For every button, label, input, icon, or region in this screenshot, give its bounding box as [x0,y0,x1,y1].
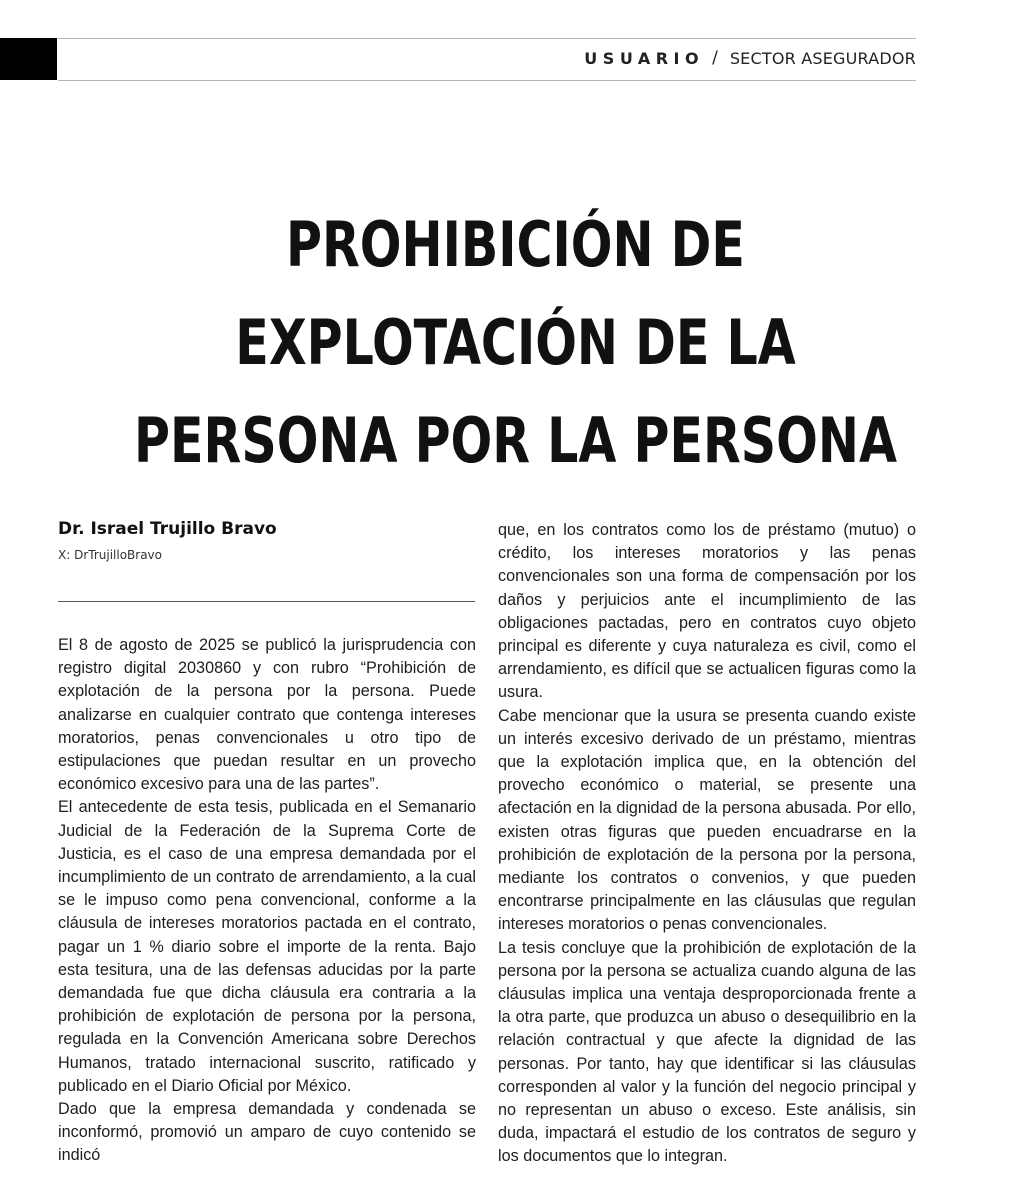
body-column-right [498,519,916,1169]
title-line-2: EXPLOTACIÓN DE LA [235,306,796,379]
paragraph: El antecedente de esta tesis, publicada en el Semanario Judicial de la Federación de la Suprema Corte de Justicia, es el caso de una empresa demandada por el incumplimiento de un contrato de arrendamiento, a la cual se le impuso como pena convencional, conforme a la cláusula de intereses moratorios pactada en el contrato, pagar un 1 % diario sobre el importe de la renta. Bajo esta tesitura, una de las defensas aducidas por la parte demandada fue que dicha cláusula era contraria a la prohibición de explotación de persona por la persona, regulada en la Convención Americana sobre Derechos Humanos, tratado internacional suscrito, ratificado y publicado en el Diario Oficial por México. [58,798,476,1095]
running-header [584,47,916,69]
header-separator: / [712,48,718,68]
title-line-1: PROHIBICIÓN DE [286,208,745,281]
header-top-rule [58,38,916,39]
author-name: Dr. Israel Trujillo Bravo [58,519,277,539]
header-section: USUARIO [584,48,705,68]
header-subsection: SECTOR ASEGURADOR [729,48,916,68]
paragraph: El 8 de agosto de 2025 se publicó la jurisprudencia con registro digital 2030860 y con rubro “Prohibición de explotación de la persona por la persona. Puede analizarse en cualquier contrato que contenga intereses moratorios, penas convencionales u otro tipo de estipulaciones que puedan resultar en un provecho económico excesivo para una de las partes”. [58,636,476,794]
paragraph: Cabe mencionar que la usura se presenta cuando existe un interés excesivo derivado de un préstamo, mientras que la explotación implica que, en la obtención del provecho económico o material, se presente una afectación en la dignidad de la persona abusada. Por ello, existen otras figuras que pueden encuadrarse en la prohibición de explotación de la persona por la persona, mediante los contratos o convenios, y que pueden encontrarse principalmente en las cláusulas que regulan intereses moratorios o penas convencionales. [498,706,916,934]
section-color-tab [0,38,57,80]
author-handle: X: DrTrujilloBravo [58,548,162,562]
paragraph: que, en los contratos como los de préstamo (mutuo) o crédito, los intereses moratorios y las penas convencionales son una forma de compensación por los daños y perjuicios ante el incumplimiento de las obligaciones pactadas, pero en contratos cuyo objeto principal es diferente y cuya naturaleza es civil, como el arrendamiento, es difícil que se actualicen figuras como la usura. [498,521,916,702]
paragraph: Dado que la empresa demandada y condenada se inconformó, promovió un amparo de cuyo contenido se indicó [58,1100,476,1165]
title-line-3: PERSONA POR LA PERSONA [134,404,897,477]
body-column-left [58,634,476,1168]
paragraph: La tesis concluye que la prohibición de explotación de la persona por la persona se actualiza cuando alguna de las cláusulas implica una ventaja desproporcionada frente a la otra parte, que produzca un abuso o desequilibrio en la relación contractual y que afecte la dignidad de las personas. Por tanto, hay que identificar si las cláusulas corresponden al valor y la función del negocio principal y no representan un abuso o exceso. Este análisis, sin duda, impactará el estudio de los contratos de seguro y los documentos que lo integran. [498,938,916,1166]
header-bottom-rule [58,80,916,81]
byline-divider [58,601,475,602]
article-title [0,196,1031,490]
